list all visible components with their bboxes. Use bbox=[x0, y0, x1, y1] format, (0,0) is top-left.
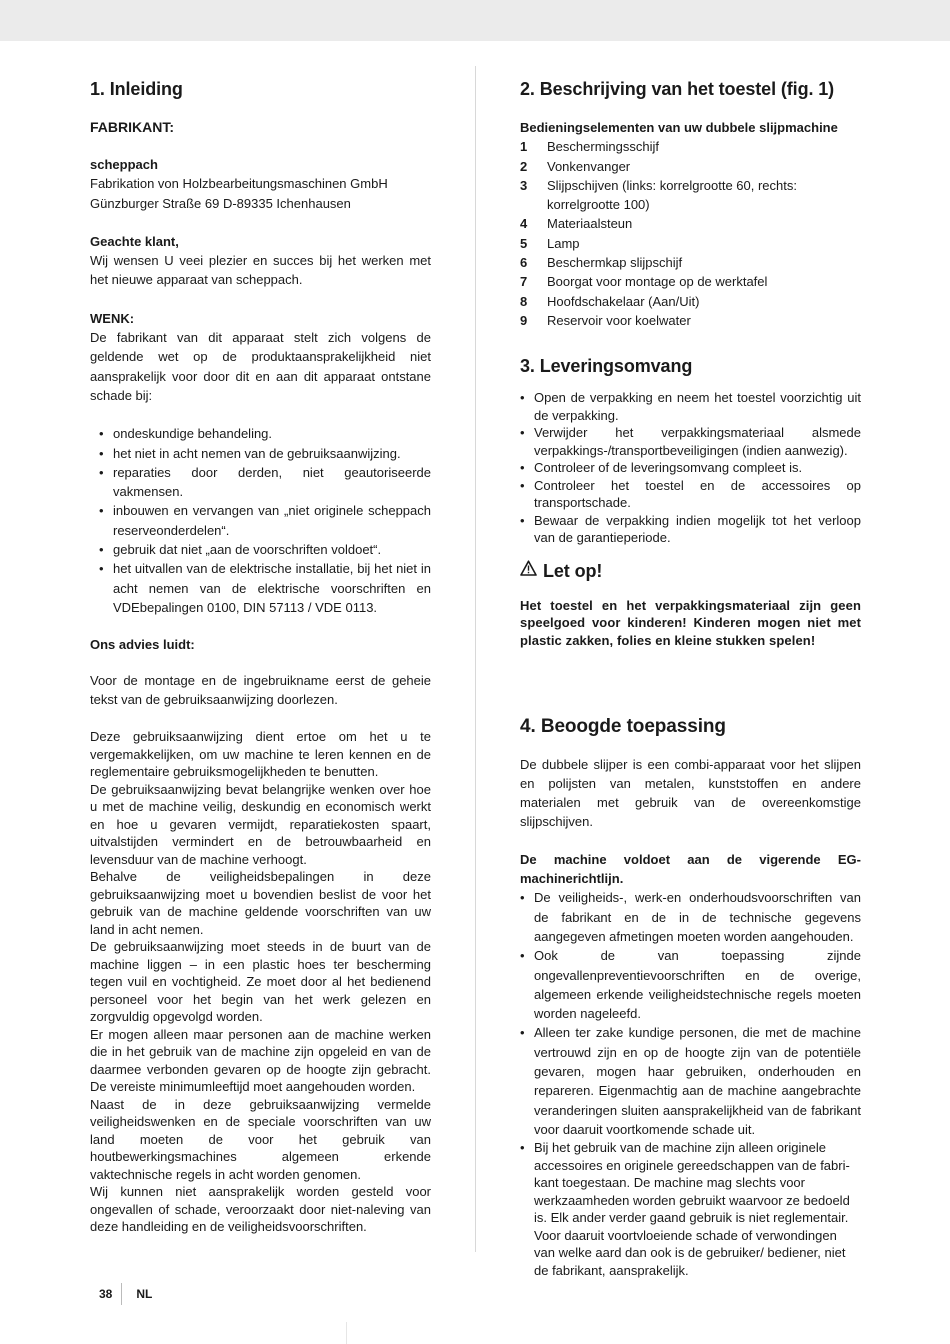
list-item: • gebruik dat niet „aan de voorschriften voldoet“. bbox=[99, 542, 382, 558]
paragraph-storage: De gebruiksaanwijzing moet steeds in de buurt van de machine liggen – in een plastic hoes ter bescherming tegen vuil en vochtigheid. Ze moet door al het bedienend personeel voor het begin van het werk gelezen en zorgvuldig opgevolgd worden. bbox=[90, 939, 431, 1025]
list-item: • Alleen ter zake kundige personen, die met de machine vertrouwd zijn en op de hoogte zijn van de potentiële gevaren, mogen haar gebruiken, onderhouden en repareren. Eigenmachtig aan de machine aangebrachte veranderingen sluiten aansprakelijkheid van de fabrikant voor daaruit voortkomende schade uit. bbox=[520, 1025, 861, 1137]
advice-label: Ons advies luidt: bbox=[90, 637, 195, 653]
trim-mark bbox=[346, 1322, 347, 1344]
list-item: 4 Materiaalsteun bbox=[520, 216, 633, 232]
list-item: 1 Beschermingsschijf bbox=[520, 139, 659, 155]
wenk-label: WENK: bbox=[90, 310, 135, 326]
advice-text: Voor de montage en de ingebruikname eerst de geheie tekst van de gebruiksaanwijzing doorlezen. bbox=[90, 672, 431, 707]
fabrikant-label: FABRIKANT: bbox=[90, 119, 174, 135]
list-item: 7 Boorgat voor montage op de werktafel bbox=[520, 274, 768, 290]
list-item: 2 Vonkenvanger bbox=[520, 158, 631, 174]
list-item: 3 Slijpschijven (links: korrelgrootte 60, rechts: korrelgrootte 100) bbox=[520, 177, 797, 213]
top-band bbox=[0, 0, 950, 41]
section-1-title: 1. Inleiding bbox=[90, 79, 183, 99]
list-item: 5 Lamp bbox=[520, 235, 580, 251]
company-address: Günzburger Straße 69 D-89335 Ichenhausen bbox=[90, 195, 351, 211]
controls-label: Bedieningselementen van uw dubbele slijpmachine bbox=[520, 120, 838, 135]
company-name: scheppach bbox=[90, 157, 158, 172]
list-item: • Verwijder het verpakkingsmateriaal alsmede verpakkings-/transportbeveiligingen (indien aanwezig). bbox=[520, 425, 861, 458]
paragraph-content: De gebruiksaanwijzing bevat belangrijke wenken over hoe u met de machine veilig, deskundig en economisch werkt en hoe u gevaren vermijdt, reparatiekosten spaart, uitvalstijden vermindert en de betrouwbaarheid en levensduur van de machine verhoogt. bbox=[90, 781, 431, 867]
section-4-title: 4. Beoogde toepassing bbox=[520, 715, 726, 737]
list-item: • het niet in acht nemen van de gebruiksaanwijzing. bbox=[99, 445, 401, 461]
delivery-list bbox=[520, 389, 861, 547]
list-item: • De veiligheids-, werk-en onderhoudsvoorschriften van de fabrikant en de in de technische gegevens aangegeven afmetingen moeten worden aangehouden. bbox=[520, 890, 861, 944]
paragraph-operators: Er mogen alleen maar personen aan de machine werken die in het gebruik van de machine zijn opgeleid en van de daarmee verbonden gevaren op de hoogte zijn gebracht. De vereiste minimumleeftijd moet aangehouden worden. bbox=[90, 1026, 431, 1095]
use-conditions-list bbox=[520, 888, 861, 1279]
list-item: • Bewaar de verpakking indien mogelijk tot het verloop van de garantieperiode. bbox=[520, 512, 861, 546]
greeting-label: Geachte klant, bbox=[90, 233, 179, 249]
list-item: • ondeskundige behandeling. bbox=[99, 426, 273, 442]
liability-exclusion-list bbox=[90, 424, 431, 617]
list-item: • inbouwen en vervangen van „niet originele scheppach reserveonderdelen“. bbox=[99, 503, 431, 538]
paragraph-liability: Wij kunnen niet aansprakelijk worden gesteld voor ongevallen of schade, veroorzaakt door niet-naleving van deze handleiding en de veiligheidsvoorschriften. bbox=[90, 1184, 431, 1235]
paragraph-purpose: Deze gebruiksaanwijzing dient ertoe om het u te vergemakkelijken, om uw machine te leren kennen en de reglementaire gebruiksmogelijkheden te benutten. bbox=[90, 729, 431, 780]
company-description: Fabrikation von Holzbearbeitungsmaschinen GmbH bbox=[90, 176, 388, 192]
warning-heading bbox=[520, 559, 861, 583]
intended-use-text: De dubbele slijper is een combi-apparaat voor het slijpen en polijsten van metalen, kunststoffen en andere materialen met gebruik van de overeenkomstige slijpschijven. bbox=[520, 756, 861, 830]
list-item: 8 Hoofdschakelaar (Aan/Uit) bbox=[520, 293, 700, 309]
list-item: • Ook de van toepassing zijnde ongevallenpreventievoorschriften en de overige, algemeen erkende veiligheidstechnische regels moeten worden nageleefd. bbox=[520, 948, 861, 1022]
warning-title: Let op! bbox=[543, 560, 603, 581]
list-item: • reparaties door derden, niet geautoriseerde vakmensen. bbox=[99, 464, 431, 500]
greeting-text: Wij wensen U veei plezier en succes bij het werken met het nieuwe apparaat van scheppach. bbox=[90, 253, 431, 288]
page-number: 38 bbox=[99, 1287, 113, 1301]
list-item: • het uitvallen van de elektrische installatie, bij het niet in acht nemen van de elektrische voorschriften en VDEbepalingen 0100, DIN 57113 / VDE 0113. bbox=[99, 561, 431, 615]
right-column bbox=[520, 66, 861, 1279]
list-item: 6 Beschermkap slijpschijf bbox=[520, 255, 683, 271]
warning-triangle-icon bbox=[520, 560, 543, 581]
paragraph-regulations: Behalve de veiligheidsbepalingen in deze gebruiksaanwijzing moet u bovendien beslist de voor het gebruik van de machine geldende voorschriften van uw land in acht nemen. bbox=[90, 869, 431, 937]
warning-text: Het toestel en het verpakkingsmateriaal zijn geen speelgoed voor kinderen! Kinderen mogen niet met plastic zakken, folies en kleine stukken spelen! bbox=[520, 597, 861, 648]
footer-separator bbox=[121, 1283, 122, 1305]
paragraph-technical-rules: Naast de in deze gebruiksaanwijzing vermelde veiligheidswenken en de speciale voorschriften van uw land moeten de voor het gebruik van houtbewerkingsmachines algemeen erkende vaktechnische regels in acht worden genomen. bbox=[90, 1096, 431, 1182]
parts-list bbox=[520, 137, 861, 330]
section-3-title: 3. Leveringsomvang bbox=[520, 356, 693, 377]
wenk-text: De fabrikant van dit apparaat stelt zich volgens de geldende wet op de produktaansprakelijkheid niet aansprakelijk voor door dit en aan dit apparaat ontstane schade bij: bbox=[90, 330, 431, 403]
left-column bbox=[90, 66, 431, 1236]
list-item: • Controleer het toestel en de accessoires op transportschade. bbox=[520, 477, 861, 511]
eg-directive-label: De machine voldoet aan de vigerende EG-machinerichtlijn. bbox=[520, 851, 861, 887]
page-footer bbox=[99, 1283, 152, 1305]
section-2-title: 2. Beschrijving van het toestel (fig. 1) bbox=[520, 79, 835, 99]
language-code: NL bbox=[136, 1287, 153, 1301]
list-item: 9 Reservoir voor koelwater bbox=[520, 312, 691, 328]
column-divider bbox=[475, 66, 476, 1252]
list-item: • Open de verpakking en neem het toestel voorzichtig uit de verpakking. bbox=[520, 390, 861, 423]
list-item: • Controleer of de leveringsomvang compleet is. bbox=[520, 460, 803, 476]
list-item: • Bij het gebruik van de machine zijn alleen originele accessoires en originele gereedschappen van de fabri-kant toegestaan. De machine mag slechts voor werkzaamheden worden gebruikt waarvoor ze bedoeld is. Elk ander verder gaand gebruik is niet reglementair. Voor daaruit voortvloeiende schade of verwondingen van welke aard dan ook is de gebruiker/ bediener, niet de fabrikant, aansprakelijk. bbox=[520, 1140, 850, 1278]
